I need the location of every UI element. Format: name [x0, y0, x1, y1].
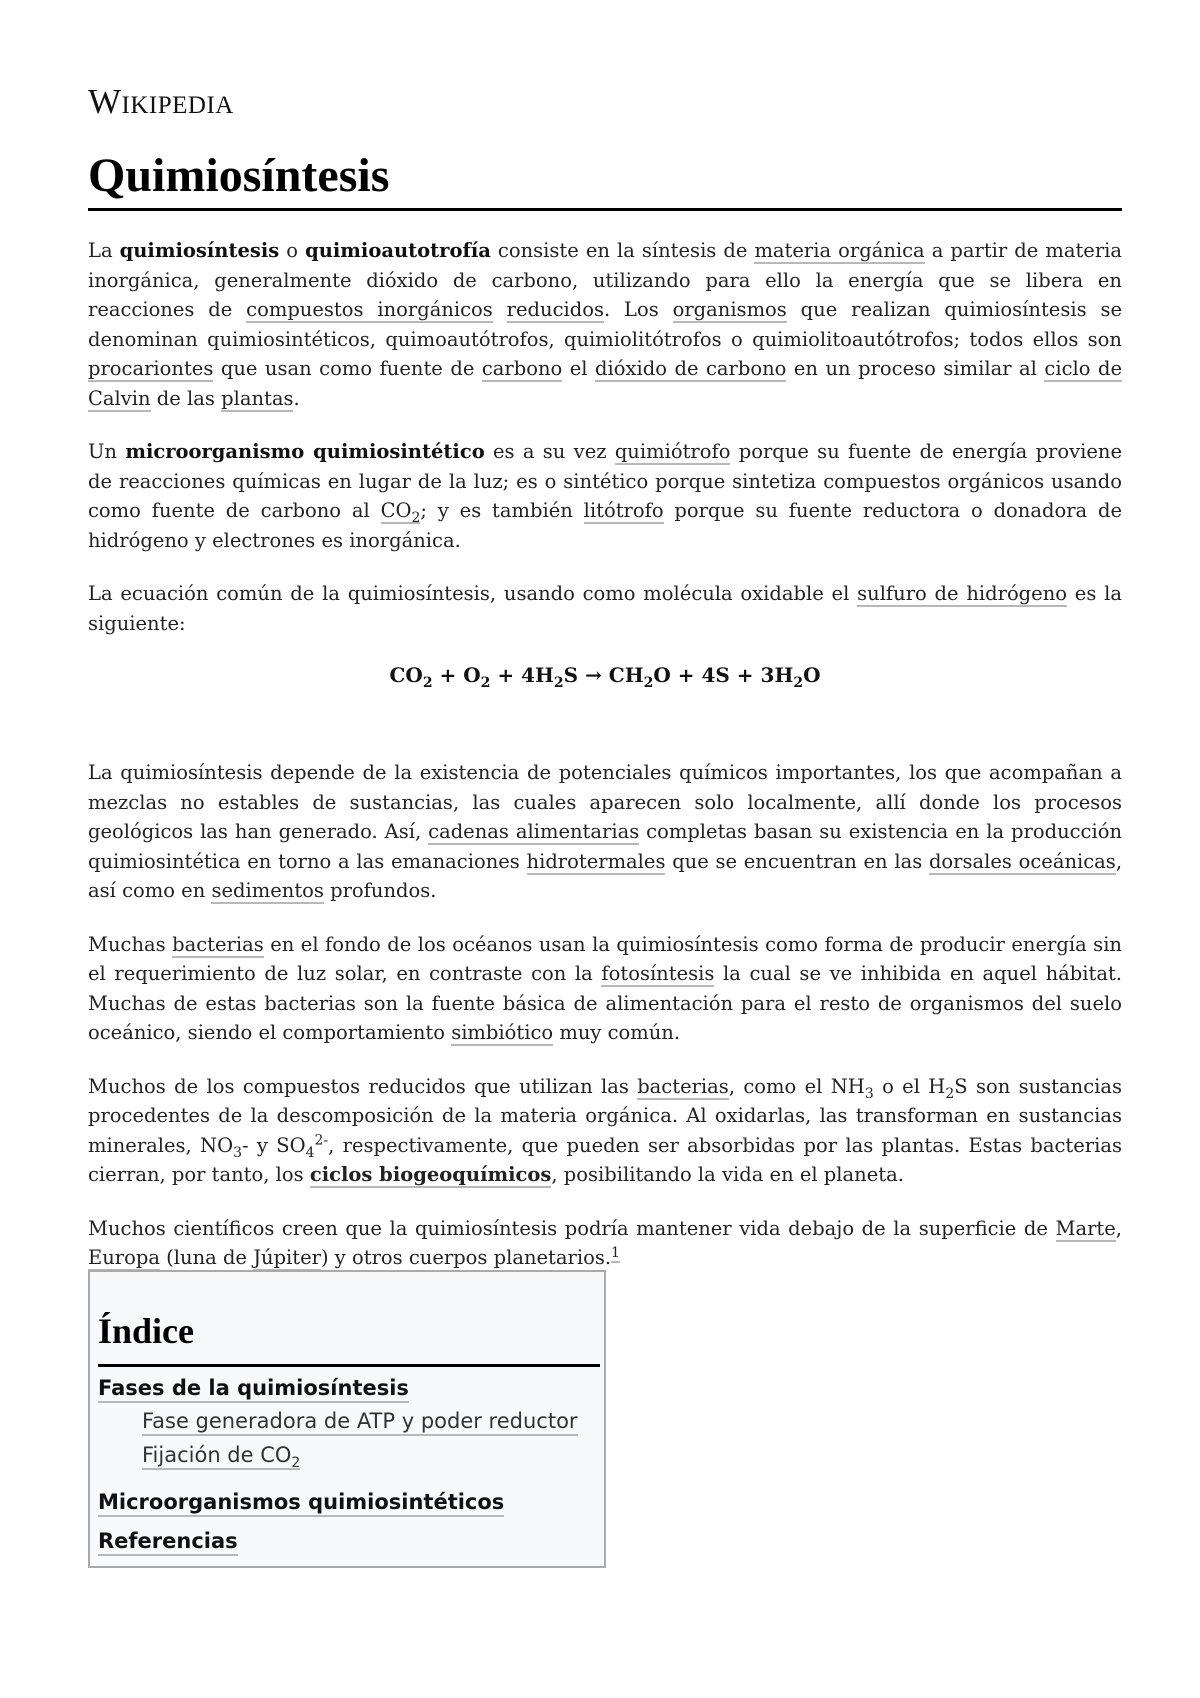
toc-item-fases[interactable]: Fases de la quimiosíntesis — [98, 1375, 409, 1403]
paragraph-4 — [88, 758, 1122, 906]
subscript: 3 — [233, 1144, 243, 1161]
subscript: 2 — [553, 675, 564, 691]
eq-part: CO — [389, 663, 423, 687]
link-europa[interactable]: Europa — [88, 1246, 160, 1269]
text — [493, 298, 507, 321]
text: en el fondo de los océanos usan la quimiosíntesis como forma de producir energía sin el requerimiento de luz solar, en contraste con la — [88, 932, 1122, 985]
link-reducidos[interactable]: reducidos — [506, 298, 604, 321]
text: a partir de materia inorgánica, generalmente dióxido de carbono, utilizando para ello la energía que se libera en reacciones de — [88, 239, 1123, 321]
text: , como el NH — [728, 1074, 865, 1098]
text: completas basan su existencia en la producción quimiosintética en torno a las emanaciones — [88, 820, 1123, 873]
text: , posibilitando la vida en el planeta. — [551, 1163, 904, 1186]
wikipedia-logo[interactable]: Wikipedia — [88, 82, 234, 121]
text: , — [1115, 1216, 1122, 1240]
link-procariontes[interactable]: procariontes — [88, 357, 214, 380]
eq-part: + 4H — [490, 663, 554, 687]
link-bacterias-2[interactable]: bacterias — [637, 1074, 729, 1098]
bold-term: quimioautotrofía — [305, 239, 491, 262]
link-compuestos-inorganicos[interactable]: compuestos inorgánicos — [246, 298, 493, 321]
eq-part: O — [803, 663, 821, 687]
link-dioxido-de-carbono[interactable]: dióxido de carbono — [595, 357, 787, 380]
text: Un — [88, 440, 126, 463]
link-quimiotrofo[interactable]: quimiótrofo — [614, 440, 731, 463]
subscript: 4 — [305, 1144, 315, 1161]
link-dorsales-oceanicas[interactable]: dorsales oceánicas — [928, 849, 1116, 873]
text: . Los — [603, 298, 673, 321]
text: que realizan quimiosíntesis se denominan quimiosintéticos, quimoautótrofos, quimiolitótrofos o quimiolitoautótrofos; todos ellos son — [88, 298, 1122, 351]
text: o el H — [873, 1074, 946, 1098]
text: La quimiosíntesis depende de la existencia de potenciales químicos importantes, los que acompañan a mezclas no estables de sustancias, las cuales aparecen solo localmente, allí donde los procesos geológicos las han generado. Así, — [88, 761, 1122, 843]
text: el — [562, 357, 596, 380]
text: consiste en la síntesis de — [490, 239, 755, 262]
text: ; y es también — [420, 499, 584, 522]
link-simbiotico[interactable]: simbiótico — [451, 1021, 554, 1044]
link-bacterias[interactable]: bacterias — [172, 932, 264, 956]
text: es la siguiente: — [88, 582, 1122, 635]
toc-item-fijacion-co2[interactable] — [142, 1442, 300, 1470]
link-hidrotermales[interactable]: hidrotermales — [526, 849, 666, 873]
paragraph-2 — [88, 437, 1122, 555]
chemical-equation — [88, 660, 1122, 690]
bold-term: quimiosíntesis — [119, 239, 280, 262]
text: profundos. — [323, 879, 437, 902]
text: Muchos de los compuestos reducidos que utilizan las — [88, 1074, 638, 1098]
toc-item-label: Fijación de CO — [142, 1443, 292, 1467]
text: La ecuación común de la quimiosíntesis, usando como molécula oxidable el — [88, 582, 858, 605]
link-cadenas-alimentarias[interactable]: cadenas alimentarias — [428, 820, 640, 843]
title-divider — [88, 208, 1122, 211]
link-materia-organica[interactable]: materia orgánica — [754, 239, 925, 262]
link-sedimentos[interactable]: sedimentos — [211, 879, 324, 902]
paragraph-7 — [88, 1214, 1122, 1273]
paragraph-6 — [88, 1072, 1122, 1190]
link-ciclos-biogeoquimicos[interactable]: ciclos biogeoquímicos — [309, 1163, 552, 1186]
text: o — [279, 239, 306, 262]
text: muy común. — [553, 1021, 681, 1044]
text: ) y otros cuerpos planetarios. — [320, 1246, 612, 1269]
subscript: 2 — [643, 675, 654, 691]
link-marte[interactable]: Marte — [1055, 1216, 1116, 1240]
eq-part: + O — [432, 663, 481, 687]
superscript: 2- — [314, 1132, 329, 1148]
link-ciclo-de-calvin[interactable]: ciclo de Calvin — [88, 357, 1122, 410]
subscript: 2 — [480, 675, 491, 691]
text: S son sustancias procedentes de la descomposición de la materia orgánica. Al oxidarlas, las transforman en sustancias minerales, NO — [88, 1074, 1122, 1157]
link-fotosintesis[interactable]: fotosíntesis — [601, 962, 715, 985]
subscript: 2 — [422, 675, 433, 691]
toc-title: Índice — [98, 1311, 195, 1351]
subscript: 3 — [864, 1085, 874, 1102]
text: la cual se ve inhibida en aquel hábitat. Muchas de estas bacterias son la fuente básica de alimentación para el resto de organismos del suelo oceánico, siendo el comportamiento — [88, 962, 1122, 1044]
table-of-contents — [88, 1270, 606, 1568]
bold-term: microorganismo quimiosintético — [125, 440, 485, 463]
text: - y SO — [242, 1133, 306, 1157]
link-litotrofo[interactable]: litótrofo — [583, 499, 664, 522]
link-carbono[interactable]: carbono — [481, 357, 563, 380]
page-title: Quimiosíntesis — [88, 149, 390, 202]
link-plantas[interactable]: plantas — [221, 386, 294, 410]
text: es a su vez — [484, 440, 615, 463]
text: porque su fuente reductora o donadora de hidrógeno y electrones es inorgánica. — [88, 499, 1122, 552]
link-text: CO — [380, 499, 412, 522]
text: porque su fuente de energía proviene de reacciones químicas en lugar de la luz; es o sintético porque sintetiza compuestos orgánicos usando como fuente de carbono al — [88, 440, 1122, 522]
link-jupiter[interactable]: Júpiter — [253, 1246, 321, 1269]
paragraph-1 — [88, 236, 1122, 413]
paragraph-5 — [88, 930, 1122, 1048]
text: , así como en — [88, 849, 1123, 902]
paragraph-3 — [88, 579, 1122, 638]
toc-divider — [98, 1364, 600, 1367]
text: de las — [150, 386, 222, 410]
text: . — [293, 386, 300, 410]
text: (luna de — [159, 1246, 254, 1269]
text: que usan como fuente de — [213, 357, 482, 380]
subscript: 2 — [793, 675, 804, 691]
eq-part: S → CH — [563, 663, 644, 687]
text: que se encuentran en las — [665, 849, 929, 873]
reference-link[interactable]: 1 — [611, 1244, 620, 1261]
link-co2[interactable] — [381, 499, 421, 524]
subscript: 2 — [945, 1085, 955, 1102]
text: La — [88, 239, 120, 262]
subscript: 2 — [411, 509, 421, 526]
subscript: 2 — [291, 1455, 301, 1472]
link-organismos[interactable]: organismos — [672, 298, 787, 321]
article-body — [88, 236, 1122, 1297]
text: Muchos científicos creen que la quimiosíntesis podría mantener vida debajo de la superficie de — [88, 1216, 1056, 1240]
text: en un proceso similar al — [786, 357, 1045, 380]
toc-item-referencias[interactable]: Referencias — [98, 1528, 238, 1556]
eq-part: O + 4S + 3H — [653, 663, 794, 687]
toc-item-microorganismos[interactable]: Microorganismos quimiosintéticos — [98, 1489, 504, 1517]
toc-item-fase-generadora[interactable]: Fase generadora de ATP y poder reductor — [142, 1408, 578, 1436]
text: Muchas — [88, 932, 173, 956]
text: , respectivamente, que pueden ser absorbidas por las plantas. Estas bacterias cierran, por tanto, los — [88, 1133, 1122, 1186]
link-sulfuro-de-hidrogeno[interactable]: sulfuro de hidrógeno — [857, 582, 1068, 605]
